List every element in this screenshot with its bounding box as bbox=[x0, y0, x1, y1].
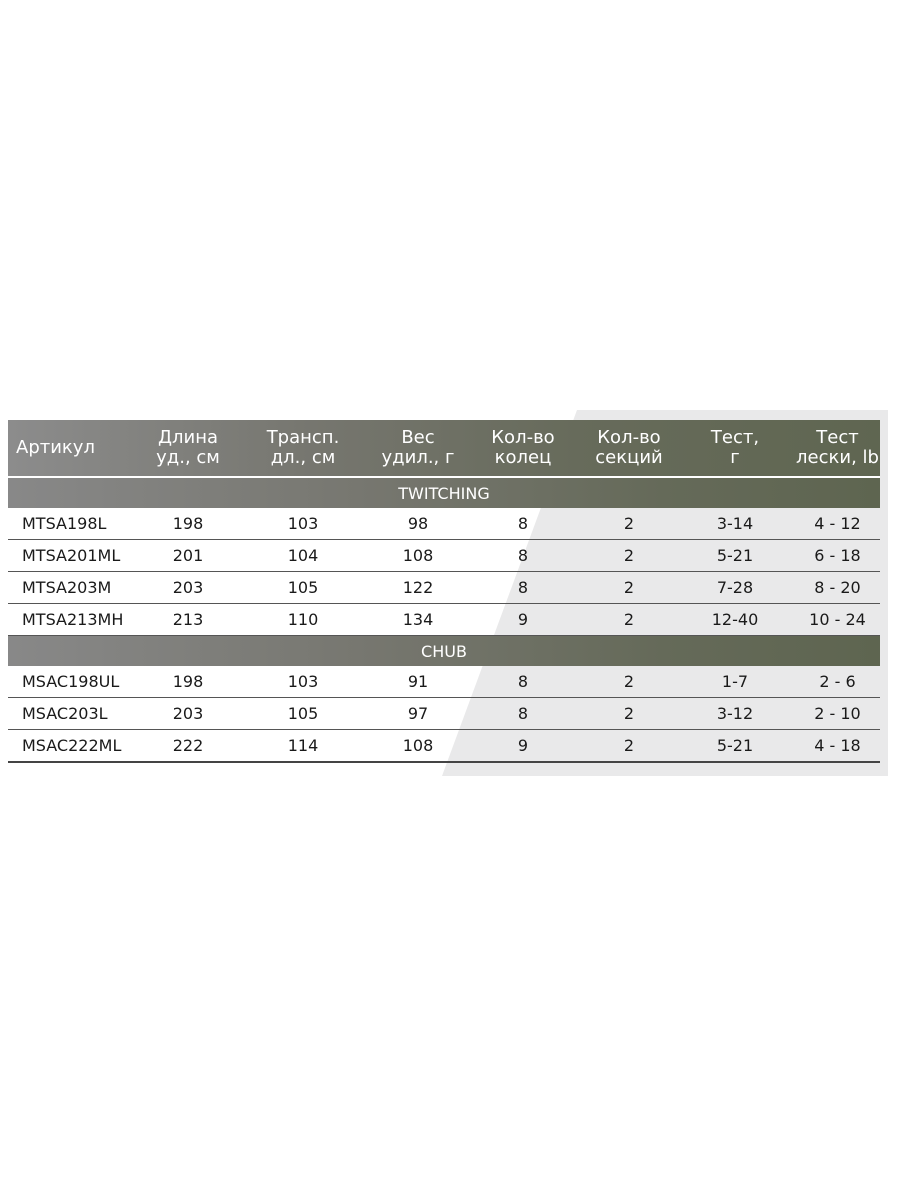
cell-weight: 122 bbox=[373, 572, 463, 604]
cell-rings: 9 bbox=[463, 604, 583, 636]
cell-transport-length: 103 bbox=[233, 508, 373, 540]
cell-rings: 8 bbox=[463, 540, 583, 572]
cell-test: 3-14 bbox=[675, 508, 795, 540]
section-title: CHUB bbox=[8, 636, 880, 667]
cell-length: 198 bbox=[143, 508, 233, 540]
cell-sku: MTSA203M bbox=[8, 572, 143, 604]
table-row bbox=[8, 604, 880, 636]
cell-weight: 108 bbox=[373, 730, 463, 763]
section-row-twitching bbox=[8, 477, 880, 508]
cell-sections: 2 bbox=[583, 572, 675, 604]
cell-length: 213 bbox=[143, 604, 233, 636]
cell-test: 12-40 bbox=[675, 604, 795, 636]
cell-line-test: 6 - 18 bbox=[795, 540, 880, 572]
header-test: Тест, г bbox=[710, 427, 760, 468]
cell-line-test: 4 - 12 bbox=[795, 508, 880, 540]
header-sections: Кол-во секций bbox=[595, 427, 663, 468]
cell-line-test: 4 - 18 bbox=[795, 730, 880, 763]
cell-weight: 98 bbox=[373, 508, 463, 540]
cell-length: 222 bbox=[143, 730, 233, 763]
cell-test: 5-21 bbox=[675, 540, 795, 572]
cell-sku: MSAC203L bbox=[8, 698, 143, 730]
header-rings: Кол-во колец bbox=[491, 427, 555, 468]
cell-weight: 134 bbox=[373, 604, 463, 636]
section-title: TWITCHING bbox=[8, 477, 880, 508]
cell-weight: 91 bbox=[373, 666, 463, 698]
cell-transport-length: 105 bbox=[233, 572, 373, 604]
cell-line-test: 2 - 6 bbox=[795, 666, 880, 698]
header-sku: Артикул bbox=[16, 437, 95, 458]
cell-sku: MSAC222ML bbox=[8, 730, 143, 763]
section-row-chub bbox=[8, 636, 880, 667]
cell-weight: 108 bbox=[373, 540, 463, 572]
table-row bbox=[8, 730, 880, 763]
header-weight: Вес удил., г bbox=[381, 427, 455, 468]
header-row bbox=[8, 420, 880, 477]
cell-test: 3-12 bbox=[675, 698, 795, 730]
cell-length: 203 bbox=[143, 572, 233, 604]
cell-sections: 2 bbox=[583, 730, 675, 763]
cell-rings: 9 bbox=[463, 730, 583, 763]
table-row bbox=[8, 572, 880, 604]
cell-sku: MTSA198L bbox=[8, 508, 143, 540]
cell-rings: 8 bbox=[463, 698, 583, 730]
cell-line-test: 8 - 20 bbox=[795, 572, 880, 604]
header-length: Длина уд., см bbox=[156, 427, 220, 468]
cell-test: 5-21 bbox=[675, 730, 795, 763]
table-row bbox=[8, 508, 880, 540]
cell-test: 7-28 bbox=[675, 572, 795, 604]
header-line-test: Тест лески, lb bbox=[796, 427, 879, 468]
table-row bbox=[8, 540, 880, 572]
cell-line-test: 2 - 10 bbox=[795, 698, 880, 730]
spec-table bbox=[8, 420, 880, 763]
table-row bbox=[8, 698, 880, 730]
cell-sections: 2 bbox=[583, 666, 675, 698]
cell-transport-length: 110 bbox=[233, 604, 373, 636]
cell-rings: 8 bbox=[463, 666, 583, 698]
cell-weight: 97 bbox=[373, 698, 463, 730]
cell-sections: 2 bbox=[583, 698, 675, 730]
header-transport-length: Трансп. дл., см bbox=[266, 427, 340, 468]
cell-sku: MSAC198UL bbox=[8, 666, 143, 698]
cell-line-test: 10 - 24 bbox=[795, 604, 880, 636]
cell-transport-length: 105 bbox=[233, 698, 373, 730]
cell-sku: MTSA213MH bbox=[8, 604, 143, 636]
cell-rings: 8 bbox=[463, 572, 583, 604]
cell-test: 1-7 bbox=[675, 666, 795, 698]
table-row bbox=[8, 666, 880, 698]
cell-sections: 2 bbox=[583, 604, 675, 636]
cell-transport-length: 104 bbox=[233, 540, 373, 572]
cell-rings: 8 bbox=[463, 508, 583, 540]
cell-transport-length: 114 bbox=[233, 730, 373, 763]
cell-sections: 2 bbox=[583, 540, 675, 572]
cell-transport-length: 103 bbox=[233, 666, 373, 698]
cell-sku: MTSA201ML bbox=[8, 540, 143, 572]
cell-sections: 2 bbox=[583, 508, 675, 540]
cell-length: 201 bbox=[143, 540, 233, 572]
cell-length: 203 bbox=[143, 698, 233, 730]
cell-length: 198 bbox=[143, 666, 233, 698]
